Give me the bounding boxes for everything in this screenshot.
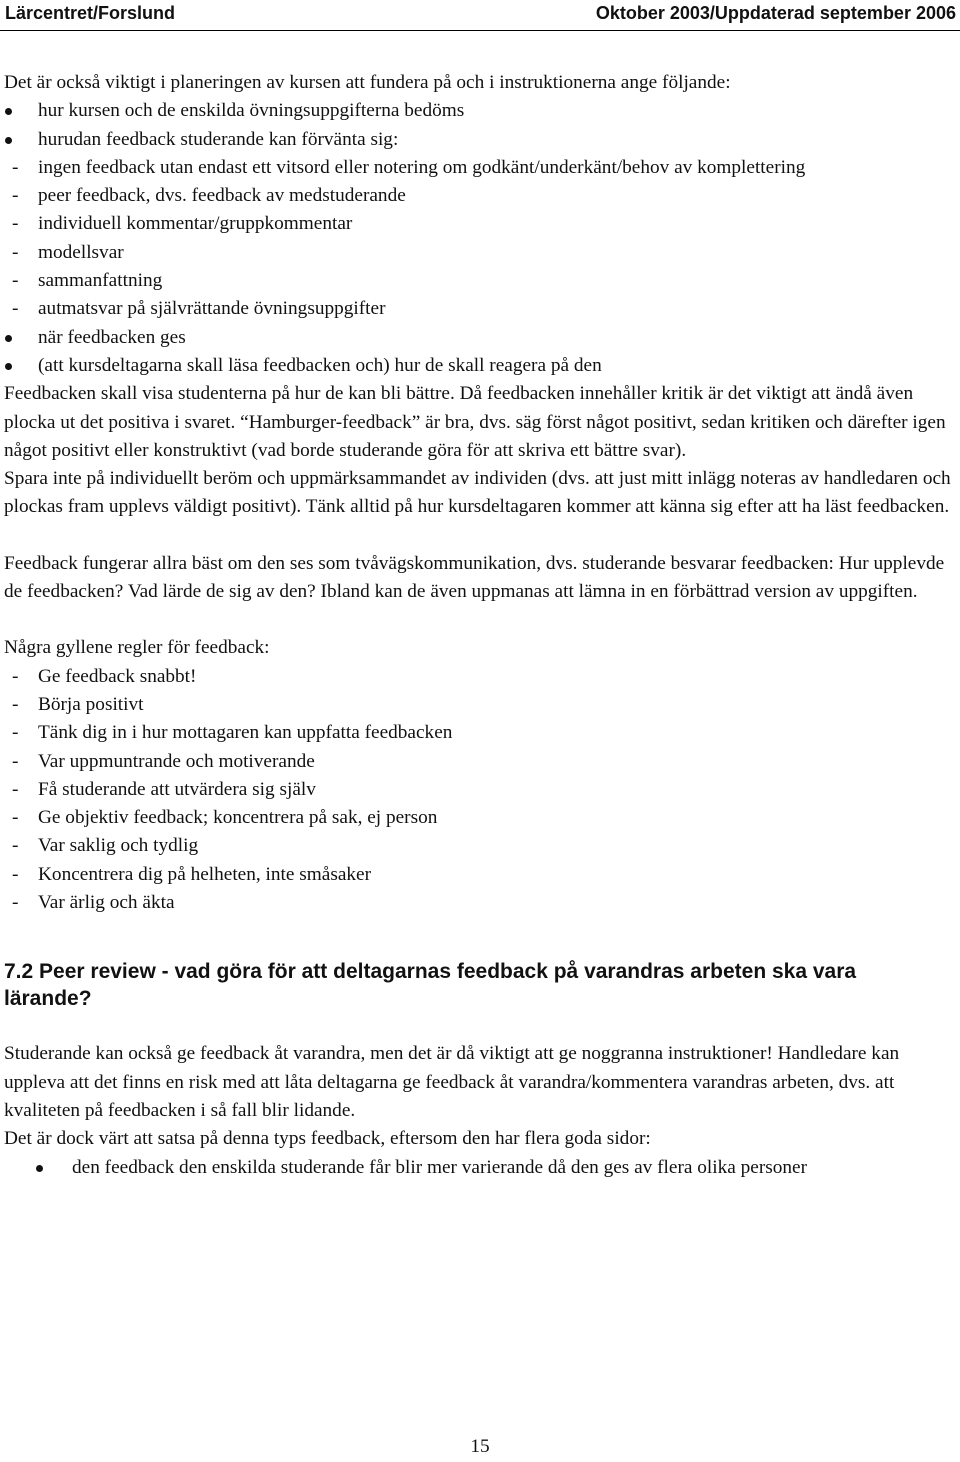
dash-item: - individuell kommentar/gruppkommentar bbox=[4, 210, 954, 238]
rule-item: - Var ärlig och äkta bbox=[4, 889, 954, 917]
dash-item: - peer feedback, dvs. feedback av medstuderande bbox=[4, 182, 954, 210]
header-right: Oktober 2003/Uppdaterad september 2006 bbox=[595, 3, 956, 23]
dash-item: - ingen feedback utan endast ett vitsord eller notering om godkänt/underkänt/behov av komplettering bbox=[4, 154, 954, 182]
rule-item: - Koncentrera dig på helheten, inte småsaker bbox=[4, 861, 954, 889]
dash-item: - autmatsvar på självrättande övningsuppgifter bbox=[4, 295, 954, 323]
body-paragraph: Det är dock värt att satsa på denna typs feedback, eftersom den har flera goda sidor: bbox=[4, 1128, 651, 1150]
bullet-item: hur kursen och de enskilda övningsuppgifterna bedöms bbox=[4, 97, 954, 125]
bullet-item: när feedbacken ges bbox=[4, 324, 954, 352]
section-heading: 7.2 Peer review - vad göra för att deltagarnas feedback på varandras arbeten ska vara lärande? bbox=[4, 960, 857, 1011]
rule-item: - Ge feedback snabbt! bbox=[4, 663, 954, 691]
body-paragraph: Feedback fungerar allra bäst om den ses som tvåvägskommunikation, dvs. studerande besvarar feedbacken: Hur upplevde de feedbacken? Vad lärde de sig av den? Ibland kan de även uppmanas att lämna in en förbättrad version av uppgiften. bbox=[4, 552, 945, 603]
intro-paragraph: Det är också viktigt i planeringen av kursen att fundera på och i instruktionerna ange följande: bbox=[4, 72, 731, 93]
rule-item: - Få studerande att utvärdera sig själv bbox=[4, 776, 954, 804]
body-paragraph: Spara inte på individuellt beröm och uppmärksammandet av individen (dvs. att just mitt inlägg noteras av handledaren och plockas fram upplevs väldigt positivt). Tänk alltid på hur kursdeltagaren kommer att känna sig efter att ha läst feedbacken. bbox=[4, 468, 951, 518]
rule-item: - Börja positivt bbox=[4, 691, 954, 719]
body-paragraph: Studerande kan också ge feedback åt varandra, men det är då viktigt att ge noggranna instruktioner! Handledare kan uppleva att det finns en risk med att låta deltagarna ge feedback åt varandra/kommentera varandras arbeten, dvs. att kvaliteten på feedbacken i så fall blir lidande. bbox=[4, 1043, 900, 1121]
rule-item: - Ge objektiv feedback; koncentrera på sak, ej person bbox=[4, 804, 954, 832]
header-left: Lärcentret/Forslund bbox=[5, 3, 176, 23]
bullet-item: den feedback den enskilda studerande får blir mer varierande då den ges av flera olika personer bbox=[4, 1154, 954, 1182]
body-paragraph: Feedbacken skall visa studenterna på hur de kan bli bättre. Då feedbacken innehåller kritik är det viktigt att ändå även plocka ut det positiva i svaret. “Hamburger-feedback” är bra, dvs. säg först något positivt, sedan kritiken och därefter igen något positivt eller konstruktivt (vad borde studerande göra för att skriva ett bättre svar). bbox=[4, 383, 946, 461]
page-number: 15 bbox=[470, 1436, 490, 1457]
dash-item: - sammanfattning bbox=[4, 267, 954, 295]
rule-item: - Var uppmuntrande och motiverande bbox=[4, 748, 954, 776]
rule-item: - Tänk dig in i hur mottagaren kan uppfatta feedbacken bbox=[4, 719, 954, 747]
document-body bbox=[4, 69, 954, 1182]
bullet-item: hurudan feedback studerande kan förvänta sig: bbox=[4, 126, 954, 154]
rule-item: - Var saklig och tydlig bbox=[4, 832, 954, 860]
bullet-item: (att kursdeltagarna skall läsa feedbacken och) hur de skall reagera på den bbox=[4, 352, 954, 380]
page-header bbox=[0, 0, 960, 31]
rules-title: Några gyllene regler för feedback: bbox=[4, 637, 270, 659]
dash-item: - modellsvar bbox=[4, 239, 954, 267]
